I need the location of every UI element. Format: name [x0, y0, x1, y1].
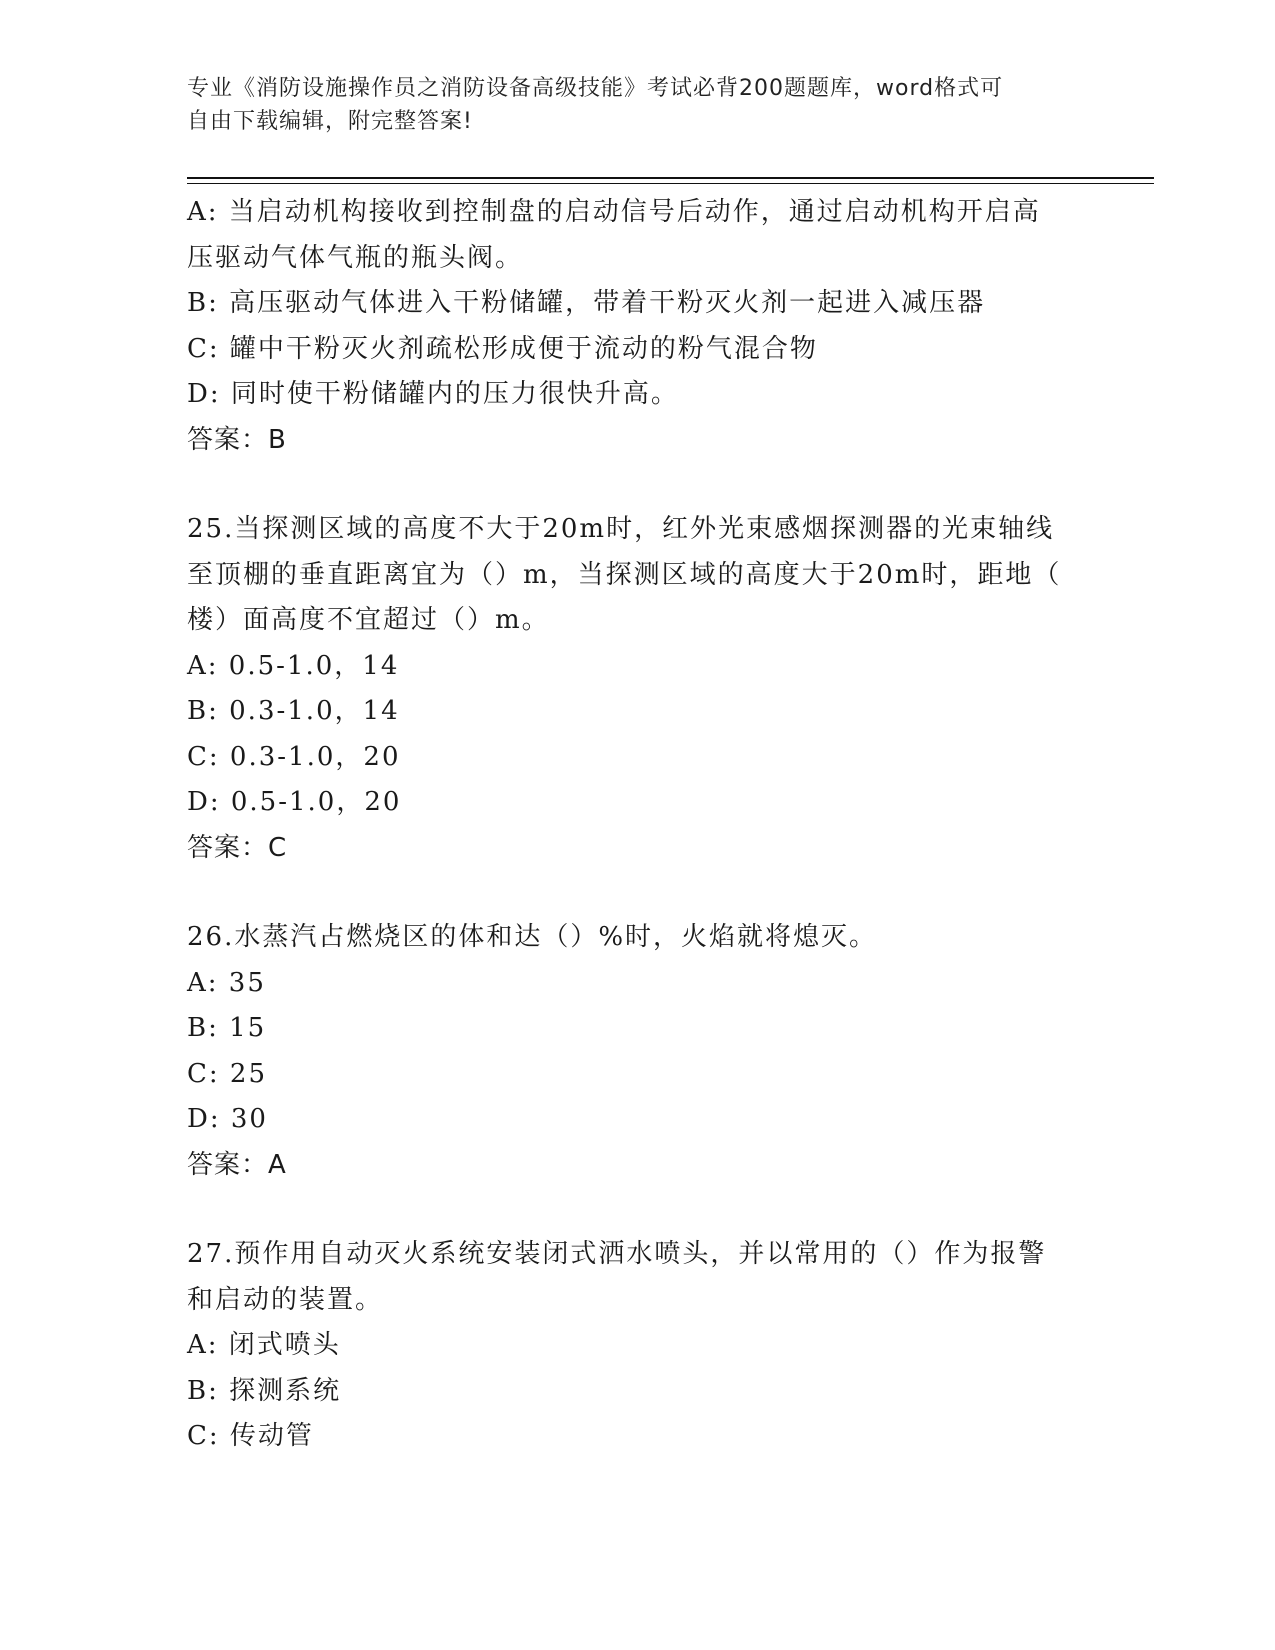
- option-c: C: 罐中干粉灭火剂疏松形成便于流动的粉气混合物: [187, 333, 818, 364]
- option-d: D: 同时使干粉储罐内的压力很快升高。: [187, 379, 679, 409]
- option-c: C: 25: [187, 1058, 268, 1089]
- option-a: A: 35: [187, 967, 266, 998]
- option-b: B: 高压驱动气体进入干粉储罐，带着干粉灭火剂一起进入减压器: [187, 288, 986, 318]
- header-line-1: 专业《消防设施操作员之消防设备高级技能》考试必背200题题库，word格式可: [187, 76, 1004, 101]
- question-stem-line-1: 27.预作用自动灭火系统安装闭式洒水喷头，并以常用的（）作为报警: [187, 1239, 1047, 1269]
- question-stem-line-2: 至顶棚的垂直距离宜为（）m，当探测区域的高度大于20m时，距地（: [187, 559, 1062, 590]
- spacer: [187, 871, 1087, 915]
- question-26: [187, 915, 1087, 1188]
- answer: 答案：C: [187, 832, 288, 863]
- header-divider-thin: [187, 183, 1154, 184]
- spacer: [187, 1188, 1087, 1232]
- question-stem-line-3: 楼）面高度不宜超过（）m。: [187, 605, 550, 635]
- question-list: [187, 190, 1087, 1460]
- option-d: D: 0.5-1.0，20: [187, 787, 402, 817]
- option-d: D: 30: [187, 1104, 268, 1134]
- option-b: B: 探测系统: [187, 1375, 342, 1406]
- option-a-line-2: 压驱动气体气瓶的瓶头阀。: [187, 242, 524, 273]
- document-header: [187, 72, 1087, 138]
- question-27: [187, 1232, 1087, 1460]
- option-a: A: 闭式喷头: [187, 1330, 341, 1360]
- option-b: B: 15: [187, 1013, 267, 1043]
- option-c: C: 传动管: [187, 1421, 314, 1451]
- header-line-2: 自由下载编辑，附完整答案!: [187, 109, 473, 134]
- question-stem-line-2: 和启动的装置。: [187, 1284, 384, 1315]
- spacer: [187, 463, 1087, 507]
- option-a-line-1: A: 当启动机构接收到控制盘的启动信号后动作，通过启动机构开启高: [187, 197, 1041, 227]
- question-stem: 26.水蒸汽占燃烧区的体和达（）%时，火焰就将熄灭。: [187, 922, 878, 952]
- answer: 答案：B: [187, 424, 287, 455]
- option-b: B: 0.3-1.0，14: [187, 696, 400, 726]
- option-a: A: 0.5-1.0，14: [187, 650, 400, 681]
- option-c: C: 0.3-1.0，20: [187, 741, 401, 772]
- question-24: [187, 190, 1087, 463]
- question-25: [187, 507, 1087, 871]
- question-stem-line-1: 25.当探测区域的高度不大于20m时，红外光束感烟探测器的光束轴线: [187, 514, 1055, 544]
- header-divider-thick: [187, 177, 1154, 179]
- answer: 答案：A: [187, 1149, 287, 1180]
